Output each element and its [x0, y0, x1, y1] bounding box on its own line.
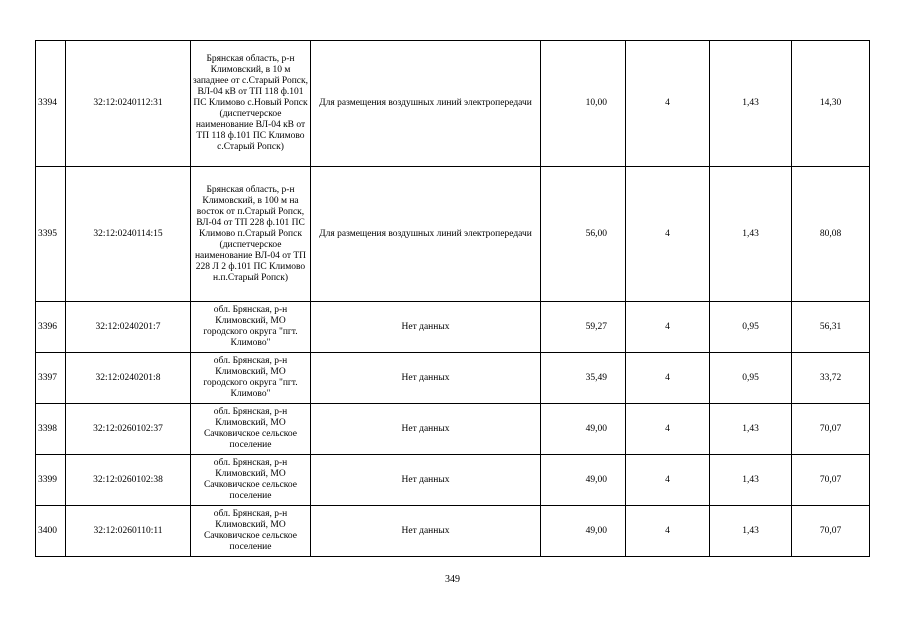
- row-number-cell: 3398: [36, 404, 66, 455]
- usage-cell: Для размещения воздушных линий электропередачи: [311, 41, 541, 167]
- area-cell: 35,49: [541, 353, 626, 404]
- address-cell: обл. Брянская, р-н Климовский, МО Сачковичское сельское поселение: [191, 404, 311, 455]
- cadastral-number-cell: 32:12:0240201:7: [66, 302, 191, 353]
- coefficient-cell: 1,43: [710, 506, 792, 557]
- cadastral-number-cell: 32:12:0260102:37: [66, 404, 191, 455]
- usage-cell: Нет данных: [311, 506, 541, 557]
- cadastral-number-cell: 32:12:0260102:38: [66, 455, 191, 506]
- coefficient-cell: 0,95: [710, 353, 792, 404]
- table-row: [36, 404, 870, 455]
- address-cell: Брянская область, р-н Климовский, в 10 м западнее от с.Старый Ропск, ВЛ-04 кВ от ТП 118 ф.101 ПС Климово с.Новый Ропск (диспетчерское наименование ВЛ-04 кВ от ТП 118 ф.101 ПС Климово с.Старый Ропск): [191, 41, 311, 167]
- table-row: [36, 167, 870, 302]
- row-number-cell: 3397: [36, 353, 66, 404]
- table-row: [36, 41, 870, 167]
- total-cell: 70,07: [792, 404, 870, 455]
- row-number-cell: 3400: [36, 506, 66, 557]
- usage-cell: Нет данных: [311, 404, 541, 455]
- total-cell: 56,31: [792, 302, 870, 353]
- category-cell: 4: [626, 404, 710, 455]
- cadastral-number-cell: 32:12:0240114:15: [66, 167, 191, 302]
- total-cell: 80,08: [792, 167, 870, 302]
- cadastral-number-cell: 32:12:0240112:31: [66, 41, 191, 167]
- category-cell: 4: [626, 167, 710, 302]
- row-number-cell: 3395: [36, 167, 66, 302]
- total-cell: 14,30: [792, 41, 870, 167]
- coefficient-cell: 1,43: [710, 41, 792, 167]
- cadastral-number-cell: 32:12:0240201:8: [66, 353, 191, 404]
- address-cell: обл. Брянская, р-н Климовский, МО городского округа "пгт. Климово": [191, 302, 311, 353]
- coefficient-cell: 1,43: [710, 167, 792, 302]
- usage-cell: Для размещения воздушных линий электропередачи: [311, 167, 541, 302]
- category-cell: 4: [626, 353, 710, 404]
- usage-cell: Нет данных: [311, 302, 541, 353]
- land-register-table: [35, 40, 870, 557]
- cadastral-number-cell: 32:12:0260110:11: [66, 506, 191, 557]
- table-row: [36, 455, 870, 506]
- table-row: [36, 506, 870, 557]
- total-cell: 70,07: [792, 506, 870, 557]
- area-cell: 49,00: [541, 506, 626, 557]
- address-cell: обл. Брянская, р-н Климовский, МО Сачковичское сельское поселение: [191, 455, 311, 506]
- row-number-cell: 3394: [36, 41, 66, 167]
- coefficient-cell: 0,95: [710, 302, 792, 353]
- address-cell: Брянская область, р-н Климовский, в 100 м на восток от п.Старый Ропск, ВЛ-04 от ТП 228 ф.101 ПС Климово п.Старый Ропск (диспетчерское наименование ВЛ-04 от ТП 228 Л 2 ф.101 ПС Климово н.п.Старый Ропск): [191, 167, 311, 302]
- table-row: [36, 353, 870, 404]
- address-cell: обл. Брянская, р-н Климовский, МО Сачковичское сельское поселение: [191, 506, 311, 557]
- area-cell: 49,00: [541, 455, 626, 506]
- address-cell: обл. Брянская, р-н Климовский, МО городского округа "пгт. Климово": [191, 353, 311, 404]
- coefficient-cell: 1,43: [710, 455, 792, 506]
- area-cell: 49,00: [541, 404, 626, 455]
- category-cell: 4: [626, 455, 710, 506]
- usage-cell: Нет данных: [311, 353, 541, 404]
- category-cell: 4: [626, 302, 710, 353]
- area-cell: 59,27: [541, 302, 626, 353]
- row-number-cell: 3396: [36, 302, 66, 353]
- total-cell: 70,07: [792, 455, 870, 506]
- area-cell: 10,00: [541, 41, 626, 167]
- coefficient-cell: 1,43: [710, 404, 792, 455]
- table-row: [36, 302, 870, 353]
- category-cell: 4: [626, 506, 710, 557]
- total-cell: 33,72: [792, 353, 870, 404]
- usage-cell: Нет данных: [311, 455, 541, 506]
- area-cell: 56,00: [541, 167, 626, 302]
- row-number-cell: 3399: [36, 455, 66, 506]
- page-number: 349: [445, 574, 460, 585]
- category-cell: 4: [626, 41, 710, 167]
